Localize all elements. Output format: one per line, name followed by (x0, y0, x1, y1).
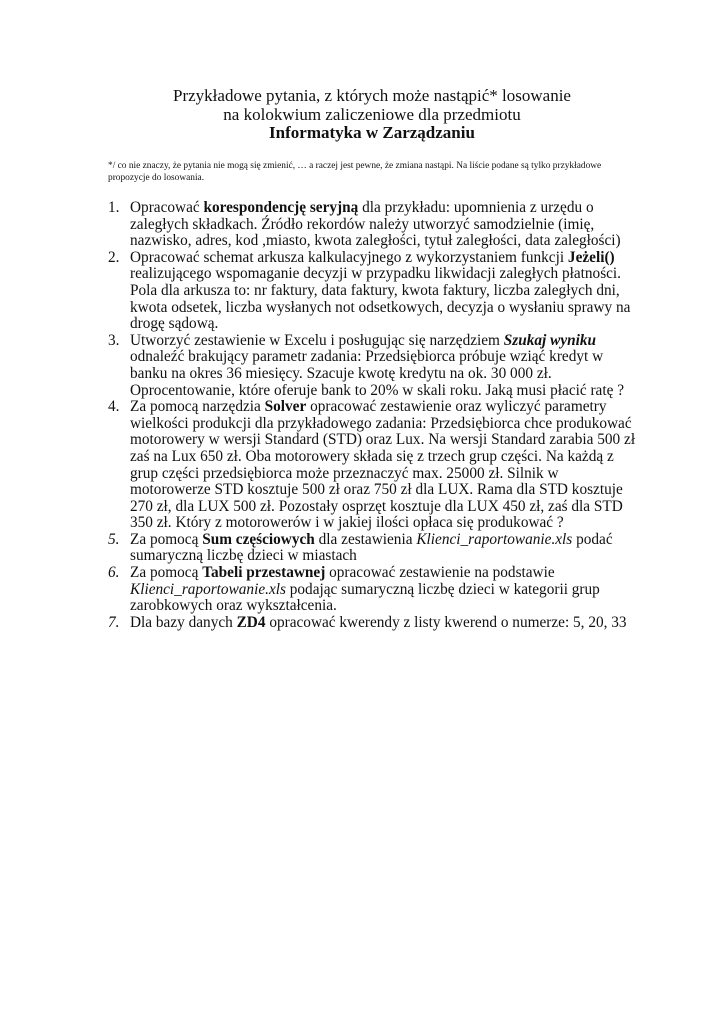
list-item-number: 4. (108, 398, 120, 416)
emphasized-term: Sum częściowych (202, 530, 315, 548)
emphasized-term: Solver (264, 398, 307, 416)
title-line-1: Przykładowe pytania, z których może nastąpić* losowanie (173, 86, 571, 105)
title-line-3: Informatyka w Zarządzaniu (269, 123, 475, 143)
list-item-text (130, 615, 638, 632)
list-item-number: 3. (108, 331, 120, 349)
emphasized-term: ZD4 (236, 613, 266, 631)
text-segment: dla przykładu: upomnienia z urzędu o zaległych składkach. Źródło rekordów należy utworzyć samodzielnie (imię, nazwisko, adres, kod ,miasto, kwota zaległości, tytuł zaległości, data zaległości) (130, 199, 621, 250)
list-item (108, 565, 638, 615)
text-segment: Za pomocą narzędzia (130, 398, 265, 416)
list-item-number: 5. (108, 530, 120, 548)
text-segment: Za pomocą (130, 564, 203, 582)
emphasized-term: korespondencję seryjną (203, 199, 359, 216)
list-item (108, 615, 638, 632)
list-item-text (130, 333, 638, 399)
list-item-text (130, 532, 638, 565)
text-segment: opracować zestawienie na podstawie (325, 564, 555, 582)
text-segment: Utworzyć zestawienie w Excelu i posługując się narzędziem (130, 331, 504, 349)
text-segment: opracować kwerendy z listy kwerend o numerze: 5, 20, 33 (265, 613, 627, 631)
list-item (108, 250, 638, 333)
list-item (108, 333, 638, 399)
text-segment: Opracować (130, 199, 204, 216)
text-segment: podać sumaryczną liczbę dzieci w miastach (130, 530, 613, 565)
list-item-number: 7. (108, 613, 120, 631)
document-title (0, 87, 724, 143)
list-item-text (130, 250, 638, 333)
text-segment: odnaleźć brakujący parametr zadania: Przedsiębiorca próbuje wziąć kredyt w banku na okres 36 miesięcy. Szacuje kwotę kredytu na ok. 30 000 zł. Oprocentowanie, które oferuje bank to 20% w skali roku. Jaką musi płacić ratę ? (130, 348, 625, 399)
list-item-number: 6. (108, 564, 120, 582)
list-item-text (130, 565, 638, 615)
list-item-number: 2. (108, 248, 120, 266)
list-item-text (130, 399, 638, 532)
list-item (108, 532, 638, 565)
emphasized-term: Szukaj wyniku (503, 331, 597, 349)
text-segment: opracować zestawienie oraz wyliczyć parametry wielkości produkcji dla przykładowego zadania: Przedsiębiorca chce produkować motorowery w wersji Standard (STD) oraz Lux. Na wersji Standard zarabia 500 zł zaś na Lux 650 zł. Oba motorowery składa się z trzech grup części. Na każdą z grup części przedsiębiorca może przeznaczyć max. 25000 zł. Silnik w motorowerze STD kosztuje 500 zł oraz 750 zł dla LUX. Rama dla STD kosztuje 270 zł, dla LUX 500 zł. Pozostały osprzęt kosztuje dla LUX 450 zł, zaś dla STD 350 zł. Który z motorowerów i w jakiej ilości opłaca się produkować ? (130, 398, 636, 532)
footnote: */ co nie znaczy, że pytania nie mogą się zmienić, … a raczej jest pewne, że zmiana nastąpi. Na liście podane są tylko przykładowe propozycje do losowania. (108, 161, 602, 184)
text-segment: dla zestawienia (314, 530, 417, 548)
emphasized-term: Jeżeli() (567, 248, 615, 266)
emphasized-term: Klienci_raportowanie.xls (130, 580, 286, 598)
text-segment: podając sumaryczną liczbę dzieci w kategorii grup zarobkowych oraz wykształcenia. (130, 580, 600, 615)
question-list (108, 200, 638, 631)
text-segment: realizującego wspomaganie decyzji w przypadku likwidacji zaległych płatności. Pola dla arkusza to: nr faktury, data faktury, kwota faktury, liczba zaległych dni, kwota odsetek, liczba wysłanych not odsetkowych, decyzja o wysłaniu sprawy na drogę sądową. (130, 265, 631, 333)
text-segment: Za pomocą (130, 530, 203, 548)
title-line-2: na kolokwium zaliczeniowe dla przedmiotu (223, 104, 521, 124)
emphasized-term: Tabeli przestawnej (202, 564, 326, 582)
list-item-number: 1. (108, 199, 120, 216)
list-item (108, 200, 638, 250)
text-segment: Opracować schemat arkusza kalkulacyjnego z wykorzystaniem funkcji (130, 248, 568, 266)
emphasized-term: Klienci_raportowanie.xls (416, 530, 573, 548)
text-segment: Dla bazy danych (130, 613, 237, 631)
list-item-text (130, 200, 638, 250)
list-item (108, 399, 638, 532)
